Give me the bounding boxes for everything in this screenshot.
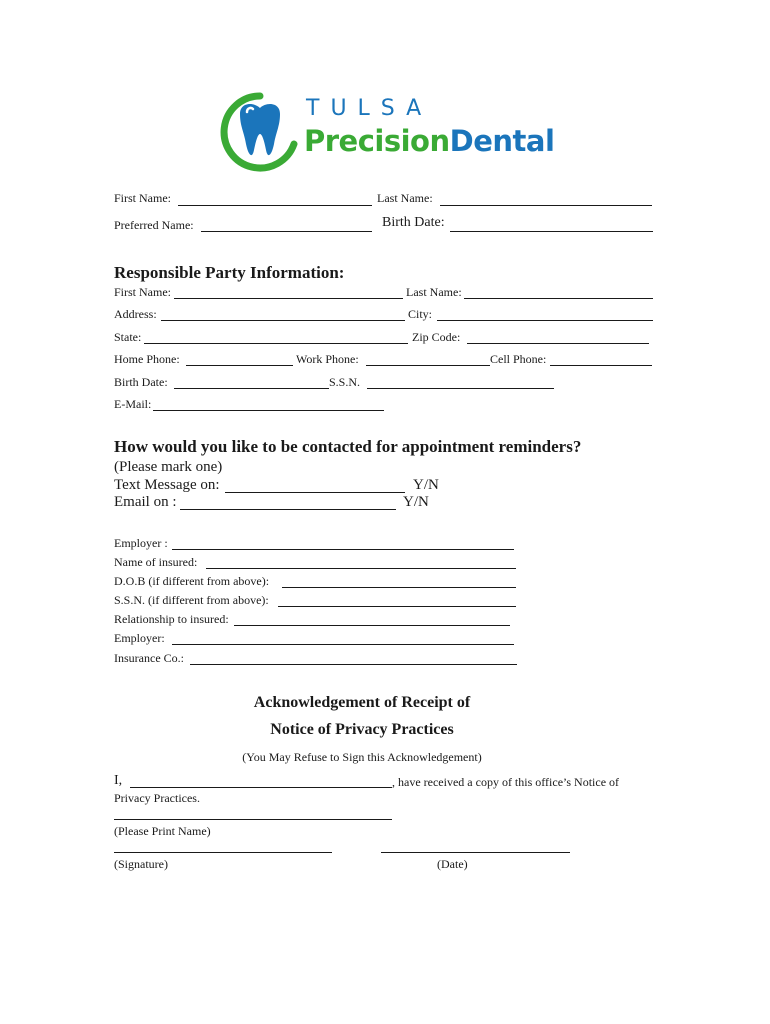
insured-name-label: Name of insured: [114,555,198,569]
text-message-label: Text Message on: [114,477,220,493]
ack-i-label: I, [114,773,123,788]
last-name-label: Last Name: [377,191,433,205]
employer-label: Employer : [114,536,168,550]
employer2-field[interactable] [172,644,514,645]
rp-home-phone-field[interactable] [186,365,293,366]
practice-logo [220,92,555,172]
first-name-label: First Name: [114,191,171,205]
ack-title-line2: Notice of Privacy Practices [270,721,454,738]
text-message-yn[interactable]: Y/N [413,477,439,493]
rp-home-phone-label: Home Phone: [114,352,180,366]
date-field[interactable] [381,852,570,853]
rp-state-field[interactable] [144,343,408,344]
ack-subtitle: (You May Refuse to Sign this Acknowledgement) [242,750,482,764]
rp-work-phone-label: Work Phone: [296,352,359,366]
rp-birth-date-label: Birth Date: [114,375,168,389]
email-on-yn[interactable]: Y/N [403,494,429,510]
print-name-field[interactable] [114,819,392,820]
date-label: (Date) [437,857,468,871]
rp-state-label: State: [114,330,142,344]
rp-city-label: City: [408,307,433,321]
rp-first-name-field[interactable] [174,298,403,299]
logo-line-precision-dental [304,124,554,158]
rp-email-label: E-Mail: [114,397,152,411]
birth-date-label: Birth Date: [382,215,445,230]
rp-last-name-label: Last Name: [406,285,462,299]
rp-ssn-field[interactable] [367,388,554,389]
rp-ssn-label: S.S.N. [329,375,361,389]
rp-cell-phone-label: Cell Phone: [490,352,547,366]
email-on-label: Email on : [114,494,177,510]
preferred-name-field[interactable] [201,231,372,232]
rp-city-field[interactable] [437,320,653,321]
rp-cell-phone-field[interactable] [550,365,652,366]
rp-last-name-field[interactable] [464,298,653,299]
insured-ssn-label: S.S.N. (if different from above): [114,593,269,607]
signature-label: (Signature) [114,857,168,871]
ack-statement-line2: Privacy Practices. [114,791,200,805]
signature-field[interactable] [114,852,332,853]
insurance-co-label: Insurance Co.: [114,651,184,665]
rp-birth-date-field[interactable] [174,388,329,389]
contact-heading: How would you like to be contacted for appointment reminders? [114,437,582,456]
rp-email-field[interactable] [153,410,384,411]
rp-address-label: Address: [114,307,157,321]
contact-note: (Please mark one) [114,459,223,475]
responsible-party-heading: Responsible Party Information: [114,263,345,282]
logo-word-precision: Precision [304,124,450,158]
insured-dob-label: D.O.B (if different from above): [114,574,270,588]
logo-word-dental: Dental [449,124,555,158]
insured-dob-field[interactable] [282,587,516,588]
birth-date-field[interactable] [450,231,653,232]
rp-zip-field[interactable] [467,343,649,344]
insured-ssn-field[interactable] [278,606,516,607]
rp-first-name-label: First Name: [114,285,171,299]
ack-name-field[interactable] [130,787,392,788]
preferred-name-label: Preferred Name: [114,218,194,232]
insurance-co-field[interactable] [190,664,517,665]
rp-address-field[interactable] [161,320,405,321]
email-on-field[interactable] [180,509,396,510]
rp-work-phone-field[interactable] [366,365,490,366]
insured-name-field[interactable] [206,568,516,569]
text-message-field[interactable] [225,492,405,493]
relationship-label: Relationship to insured: [114,612,229,626]
logo-line-tulsa: TULSA [306,96,433,121]
employer-field[interactable] [172,549,514,550]
employer2-label: Employer: [114,631,165,645]
rp-zip-label: Zip Code: [412,330,461,344]
first-name-field[interactable] [178,205,372,206]
ack-title-line1: Acknowledgement of Receipt of [253,694,471,711]
relationship-field[interactable] [234,625,510,626]
last-name-field[interactable] [440,205,652,206]
print-name-label: (Please Print Name) [114,824,211,838]
ack-statement: , have received a copy of this office’s Notice of [392,775,620,789]
